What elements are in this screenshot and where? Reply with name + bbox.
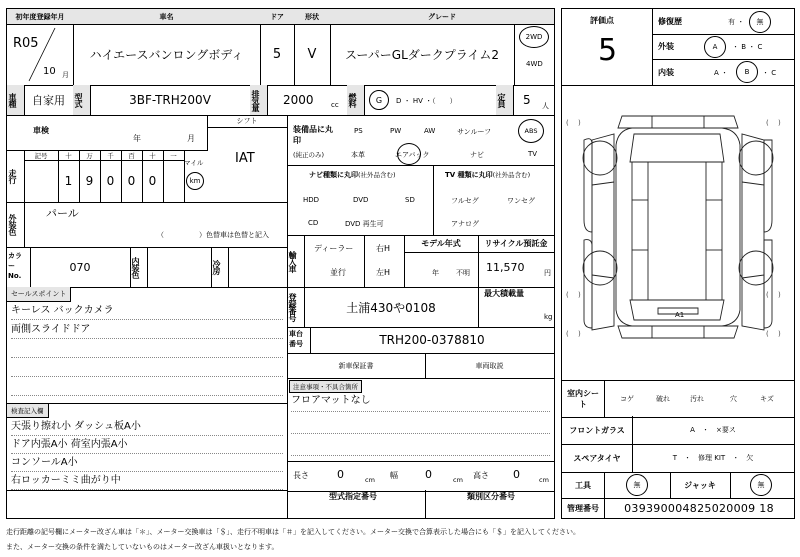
footer-note-1: 走行距離の記号欄にメーター改ざん車は「＊」、メーター交換車は「＄」、走行不明車は「＃」を記入してください。メーター交換で合算表示した場合にも「＄」を記入してください。	[6, 528, 580, 536]
digit-header: 一	[163, 150, 185, 161]
drive-2wd-circled: 2WD	[519, 26, 549, 48]
bracket-bottom-right: ( )	[766, 291, 781, 299]
mileage-grid	[24, 150, 207, 203]
seat-hole: 穴	[730, 395, 737, 403]
score-label: 評価点	[590, 16, 614, 25]
vehicle-manual: 車両取説	[425, 353, 554, 379]
tv-header	[445, 170, 530, 180]
interior-color-value	[147, 247, 212, 288]
selling-points-label: セールスポイント	[7, 287, 71, 302]
chassis-value: TRH200-0378810	[310, 327, 554, 354]
digit-header: 千	[100, 150, 122, 161]
bottom-left-blank	[7, 490, 288, 519]
ac-value	[228, 247, 288, 288]
notes-label: 注意事項・不具合箇所	[289, 380, 362, 393]
mileage-digit: 9	[79, 160, 101, 202]
ac-label: 冷房	[212, 260, 221, 274]
capacity-label-cell	[496, 85, 514, 116]
notes-line	[291, 434, 550, 456]
spare-value: T ・ 修理 KIT ・ 欠	[632, 444, 794, 473]
capacity-value: 5	[523, 93, 531, 107]
tools-cell	[604, 472, 671, 499]
steering-right: 右H	[376, 244, 391, 253]
usage-value: 自家用	[24, 85, 74, 116]
diagram-mark-a1: A1	[675, 311, 685, 319]
shift-cell	[207, 115, 288, 203]
registration-label-cell	[287, 287, 305, 328]
steering-left: 左H	[376, 268, 391, 277]
bracket-top-left: ( )	[566, 119, 581, 127]
selling-line: キーレス バックカメラ	[11, 301, 283, 320]
model-year-cell	[404, 235, 479, 288]
tv-oneseg: ワンセグ	[507, 197, 535, 205]
registration-year: R05	[13, 36, 39, 51]
nav-cd: CD	[308, 219, 319, 227]
seat-label-cell	[562, 380, 605, 418]
import-origin-cell	[304, 235, 365, 288]
exterior-options: ・ B ・ C	[732, 43, 763, 51]
bracket-mid-left: ( )	[566, 330, 581, 338]
shape-value: V	[294, 24, 331, 86]
km-circled: km	[186, 172, 204, 190]
color-value: パール	[46, 207, 79, 220]
selling-line	[11, 358, 283, 377]
tv-header-text: TV 種類に丸印	[445, 171, 493, 179]
glass-value: A ・ ×要ス	[632, 416, 794, 445]
nav-sd: SD	[405, 196, 415, 204]
registration-month: 10	[43, 66, 56, 77]
interior-a: A ・	[714, 69, 729, 77]
length-unit: cm	[365, 476, 375, 484]
exterior-a-circled: A	[704, 36, 726, 58]
displacement-label-cell	[250, 85, 268, 116]
repair-options: 有 ・	[728, 18, 745, 26]
recycle-value: 11,570	[486, 261, 525, 274]
interior-color-label: 内装色	[131, 256, 140, 278]
width-unit: cm	[453, 476, 463, 484]
repair-row	[652, 9, 794, 35]
door-label: ドア	[260, 9, 295, 25]
equip-tv: TV	[528, 150, 538, 158]
displacement-value: 2000	[283, 93, 314, 107]
nav-dvd-playback: DVD 再生可	[345, 220, 384, 228]
fuel-gasoline-circled: G	[369, 90, 389, 110]
color-cell	[24, 202, 288, 248]
repair-none-circled: 無	[749, 11, 771, 33]
drive-cell	[514, 24, 555, 86]
selling-line	[11, 377, 283, 396]
mileage-digit: 1	[58, 160, 80, 202]
equip-sunroof: サンルーフ	[457, 128, 492, 136]
mileage-digit: 0	[142, 160, 164, 202]
max-load-unit: kg	[544, 313, 553, 321]
fuel-label-cell	[347, 85, 365, 116]
airbag-circle-mark	[397, 143, 421, 165]
exterior-row	[652, 34, 794, 60]
equip-aw: AW	[424, 127, 436, 135]
model-designation-cell	[287, 490, 426, 518]
nav-header-note: (社外品含む)	[358, 171, 396, 179]
equip-navi: ナビ	[470, 151, 484, 159]
car-diagram	[562, 100, 794, 370]
interior-b-circled: B	[736, 61, 758, 83]
seat-stain: 汚れ	[690, 395, 704, 403]
displacement-cell	[267, 85, 348, 116]
selling-points-cell	[7, 287, 288, 403]
spare-label: スペアタイヤ	[562, 444, 633, 473]
model-value: 3BF-TRH200V	[90, 85, 251, 116]
equip-pw: PW	[390, 127, 402, 135]
usage-label: 車種	[8, 93, 17, 107]
width-label: 幅	[390, 471, 398, 480]
tools-label: 工具	[562, 472, 605, 499]
displacement-label: 排気量	[251, 89, 260, 111]
seat-burn: コゲ	[620, 395, 634, 403]
max-load-label: 最大積載量	[484, 289, 524, 298]
inspector-line: 右ロッカーミミ曲がり中	[11, 472, 283, 490]
mileage-marker-cell	[24, 160, 59, 202]
shape-label: 形状	[294, 9, 331, 25]
mileage-label: 走行	[8, 169, 17, 183]
rating-divider	[652, 9, 653, 85]
fuel-label: 燃料	[348, 93, 357, 107]
drive-4wd: 4WD	[526, 60, 543, 68]
color-label-cell	[7, 202, 25, 248]
inspection-year-unit: 年	[133, 134, 141, 143]
digit-header: 十	[142, 150, 164, 161]
import-dealer: ディーラー	[314, 244, 354, 253]
model-label-cell	[73, 85, 91, 116]
chassis-label-cell	[287, 327, 311, 354]
mile-label: マイル	[184, 159, 204, 167]
height-value: 0	[513, 468, 520, 481]
tv-cell	[433, 165, 554, 236]
shift-value: IAT	[235, 151, 255, 166]
inspector-label: 検査記入欄	[7, 404, 49, 418]
mileage-label-cell	[7, 150, 25, 203]
nav-header	[309, 170, 396, 180]
month-unit: 月	[62, 71, 69, 79]
color-no-label-cell	[7, 247, 31, 288]
nav-header-text: ナビ種類に丸印	[309, 171, 358, 179]
management-value: 039390004825020009 18	[624, 501, 774, 515]
import-label: 輸入車	[288, 250, 297, 272]
interior-row	[652, 59, 794, 86]
mileage-marker-label: 記号	[24, 150, 59, 161]
mileage-digit	[163, 160, 185, 202]
equip-abs-circled: ABS	[518, 119, 544, 143]
tv-fullseg: フルセグ	[451, 197, 479, 205]
grade-value: スーパーGLダークプライム2	[330, 24, 514, 86]
color-label: 外装色	[8, 214, 17, 235]
bracket-bottom-left: ( )	[566, 291, 581, 299]
capacity-cell	[513, 85, 554, 116]
notes-line: フロアマットなし	[291, 390, 550, 412]
bracket-top-right: ( )	[766, 119, 781, 127]
jack-label: ジャッキ	[670, 472, 731, 499]
inspector-cell	[7, 403, 288, 491]
color-no-label: カラーNo.	[8, 252, 22, 280]
score-cell	[562, 9, 653, 86]
import-label-cell	[287, 235, 305, 288]
digit-header: 万	[79, 150, 101, 161]
category-number-cell	[425, 490, 554, 518]
car-name-value: ハイエースバンロングボディ	[73, 24, 261, 86]
selling-line	[11, 339, 283, 358]
equipment-cell	[287, 115, 554, 166]
model-year-label: モデル年式	[404, 235, 478, 253]
management-label: 管理番号	[562, 498, 605, 518]
footer-note-2: また、メーター交換の条件を満たしていないものはメーター改ざん車扱いとなります。	[6, 543, 279, 551]
color-no-value: 070	[30, 247, 131, 288]
interior-label: 内装	[658, 68, 674, 77]
selling-line: 両側スライドドア	[11, 320, 283, 339]
equip-ps: PS	[354, 127, 363, 135]
tv-analog: アナログ	[451, 220, 479, 228]
door-value: 5	[260, 24, 295, 86]
shift-label: シフト	[207, 115, 287, 128]
dimensions-row	[287, 461, 554, 492]
nav-dvd: DVD	[353, 196, 369, 204]
model-year-value: 不明	[456, 269, 470, 277]
car-name-label: 車名	[73, 9, 261, 25]
mileage-digit: 0	[121, 160, 143, 202]
equipment-sublabel: (純正のみ)	[293, 151, 325, 159]
new-car-warranty: 新車保証書	[287, 353, 426, 379]
ac-label-cell	[211, 247, 229, 288]
seat-label: 室内シート	[567, 389, 599, 409]
glass-label: フロントガラス	[562, 416, 633, 445]
interior-color-label-cell	[130, 247, 148, 288]
registration-label: 登録番号	[288, 293, 297, 321]
seat-scratch: キズ	[760, 395, 774, 403]
import-parallel: 並行	[330, 268, 346, 277]
repair-label: 修復歴	[658, 17, 682, 26]
steering-cell	[364, 235, 405, 288]
tools-none-circled: 無	[626, 474, 648, 496]
inspection-cell	[7, 115, 208, 151]
nav-hdd: HDD	[303, 196, 320, 204]
notes-cell	[287, 378, 554, 461]
jack-none-circled: 無	[750, 474, 772, 496]
usage-label-cell	[7, 85, 25, 116]
height-label: 高さ	[473, 471, 489, 480]
chassis-label: 車台番号	[289, 330, 303, 348]
nav-cell	[287, 165, 434, 236]
registration-value: 土浦430や0108	[304, 287, 479, 328]
fuel-options: D ・ HV ・（ ）	[396, 97, 457, 105]
equip-airbag: エアバック	[395, 151, 430, 159]
interior-c: ・ C	[762, 69, 777, 77]
score-value: 5	[598, 33, 618, 68]
recycle-unit: 円	[544, 269, 551, 277]
model-year-unit: 年	[432, 269, 439, 277]
capacity-unit: 人	[542, 102, 549, 110]
digit-header: 百	[121, 150, 143, 161]
jack-cell	[730, 472, 794, 499]
equipment-label: 装備品に丸印	[293, 125, 333, 145]
tv-header-note: (社外品含む)	[492, 171, 531, 179]
car-diagram-svg	[562, 100, 794, 370]
seat-options	[604, 380, 794, 418]
inspection-month-unit: 月	[187, 134, 195, 143]
recycle-label: リサイクル預託金	[478, 235, 554, 253]
inspector-line: ドア内張A小 荷室内張A小	[11, 436, 283, 454]
year-label: 初年度登録年月	[7, 9, 74, 25]
inspection-label: 車検	[33, 126, 49, 135]
notes-line	[291, 412, 550, 434]
model-designation-label: 型式指定番号	[329, 492, 377, 501]
mileage-digit: 0	[100, 160, 122, 202]
inspector-line: 天張り擦れ小 ダッシュ板A小	[11, 418, 283, 436]
capacity-label: 定員	[497, 93, 506, 107]
bracket-mid-right: ( )	[766, 330, 781, 338]
width-value: 0	[425, 468, 432, 481]
equip-leather: 本革	[351, 151, 365, 159]
seat-tear: 破れ	[656, 395, 670, 403]
color-repaint-note: （ ）色替車は色替と記入	[157, 231, 269, 239]
height-unit: cm	[539, 476, 549, 484]
model-label: 型式	[74, 93, 83, 107]
category-number-label: 類別区分番号	[467, 492, 515, 501]
length-value: 0	[337, 468, 344, 481]
inspector-line: コンソールA小	[11, 454, 283, 472]
max-load-cell	[478, 287, 554, 328]
length-label: 長さ	[293, 471, 309, 480]
cc-unit: cc	[331, 101, 339, 109]
grade-label: グレード	[330, 9, 554, 25]
fuel-cell	[364, 85, 497, 116]
exterior-label: 外装	[658, 42, 674, 51]
year-cell	[7, 24, 74, 86]
digit-header: 十	[58, 150, 80, 161]
recycle-cell	[478, 235, 554, 288]
